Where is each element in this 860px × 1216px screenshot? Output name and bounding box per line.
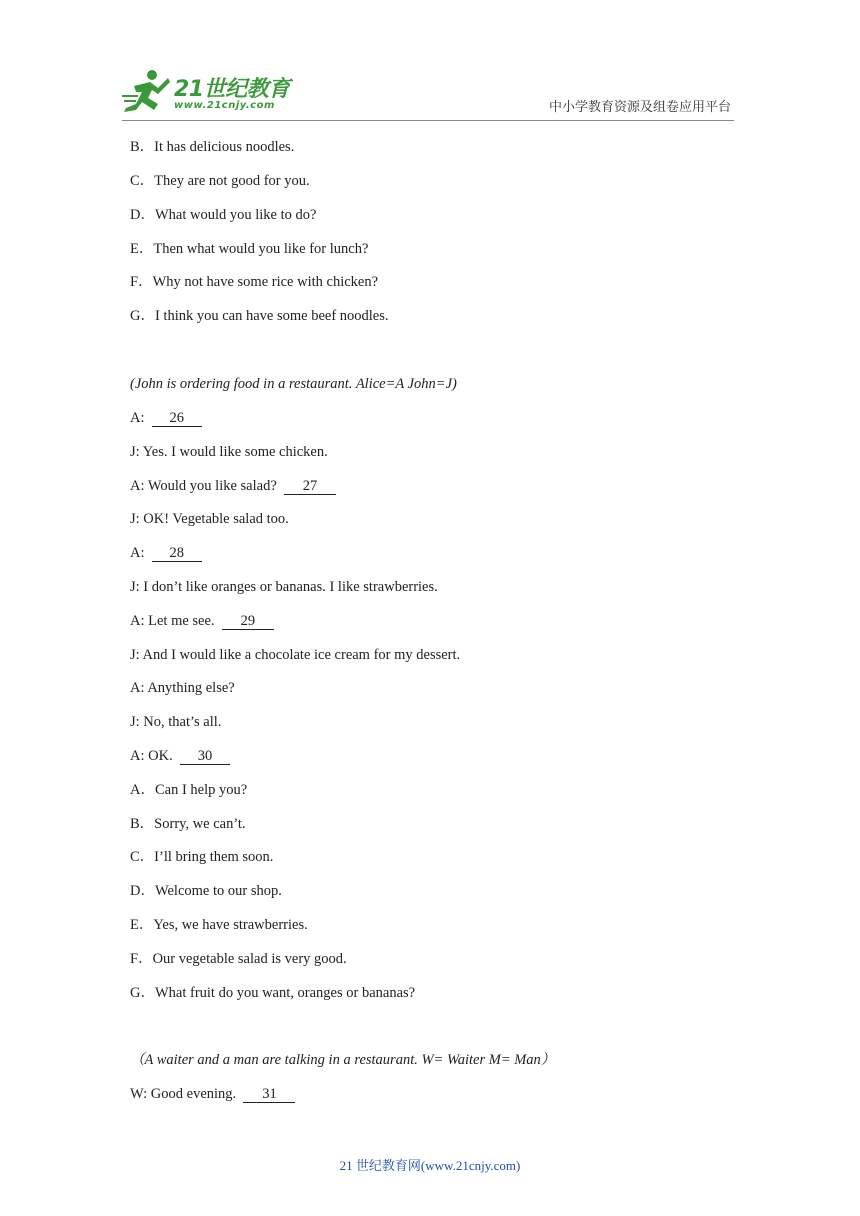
page-footer: 21 世纪教育网(www.21cnjy.com) xyxy=(339,1158,521,1173)
header-platform-text: 中小学教育资源及组卷应用平台 xyxy=(549,100,732,115)
option-item: E．Then what would you like for lunch? xyxy=(130,241,369,257)
dialog-line: J: No, that’s all. xyxy=(130,714,222,730)
dialog-intro: (John is ordering food in a restaurant. Alice=A John=J) xyxy=(130,376,457,392)
answer-blank: 28 xyxy=(152,546,202,562)
page-header xyxy=(0,0,860,125)
dialog-line-text: A: Let me see. xyxy=(130,613,222,629)
answer-blank: 29 xyxy=(222,614,274,630)
answer-blank: 27 xyxy=(284,479,336,495)
dialog-line xyxy=(130,1085,295,1103)
option-item: D．Welcome to our shop. xyxy=(130,883,282,899)
option-item: G．What fruit do you want, oranges or bananas? xyxy=(130,985,416,1001)
option-item: F．Why not have some rice with chicken? xyxy=(130,274,379,290)
dialog-line xyxy=(130,544,202,562)
dialog-line-text: A: xyxy=(130,410,152,426)
answer-blank: 31 xyxy=(243,1087,295,1103)
answer-blank: 30 xyxy=(180,749,230,765)
option-item: B．It has delicious noodles. xyxy=(130,139,295,155)
logo-url: www.21cnjy.com xyxy=(174,100,275,111)
option-item: G．I think you can have some beef noodles. xyxy=(130,308,389,324)
dialog-line-text: A: Would you like salad? xyxy=(130,478,285,494)
dialog-line: J: And I would like a chocolate ice cream for my dessert. xyxy=(130,647,461,663)
dialog-line: J: Yes. I would like some chicken. xyxy=(130,444,328,460)
site-logo xyxy=(122,68,292,118)
option-item: F．Our vegetable salad is very good. xyxy=(130,951,347,967)
option-item: B．Sorry, we can’t. xyxy=(130,816,246,832)
option-item: C．I’ll bring them soon. xyxy=(130,849,274,865)
dialog-line xyxy=(130,612,274,630)
option-item: E．Yes, we have strawberries. xyxy=(130,917,308,933)
option-item: D．What would you like to do? xyxy=(130,207,317,223)
dialog-line-text: A: OK. xyxy=(130,748,180,764)
dialog-line xyxy=(130,477,336,495)
logo-text: 21世纪教育 xyxy=(174,77,290,102)
dialog-line: A: Anything else? xyxy=(130,680,235,696)
answer-blank: 26 xyxy=(152,411,202,427)
dialog-line xyxy=(130,747,230,765)
dialog-line-text: W: Good evening. xyxy=(130,1086,244,1102)
dialog-line xyxy=(130,409,202,427)
dialog-line-text: A: xyxy=(130,545,152,561)
option-item: C．They are not good for you. xyxy=(130,173,310,189)
header-divider xyxy=(122,120,734,121)
dialog-line: J: I don’t like oranges or bananas. I like strawberries. xyxy=(130,579,438,595)
runner-logo-icon xyxy=(122,68,172,114)
dialog-line: J: OK! Vegetable salad too. xyxy=(130,511,289,527)
dialog-intro: （A waiter and a man are talking in a restaurant. W= Waiter M= Man） xyxy=(130,1052,556,1068)
option-item: A．Can I help you? xyxy=(130,782,248,798)
